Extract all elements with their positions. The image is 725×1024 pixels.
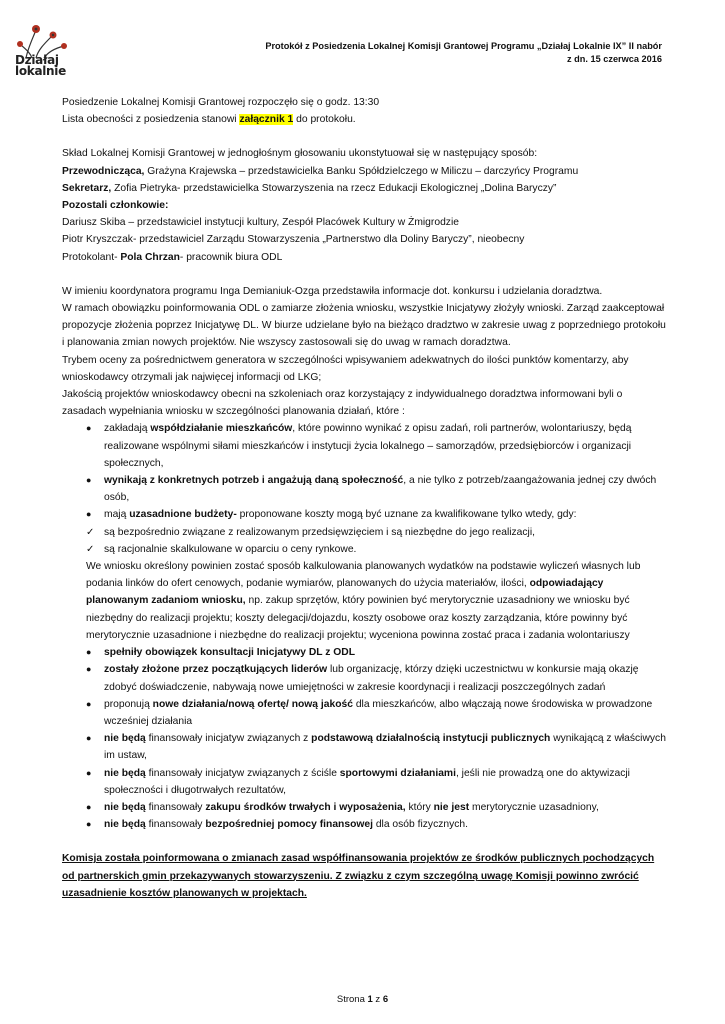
page-header <box>265 40 662 66</box>
bullet-icon: ● <box>86 475 92 486</box>
logo-text: Działaj lokalnie <box>15 53 66 78</box>
list-item: ● nie będą finansowały zakupu środków trwałych i wyposażenia, który nie jest merytorycznie uzasadniony, <box>62 799 667 816</box>
committee-member: Dariusz Skiba – przedstawiciel instytucji kultury, Zespół Placówek Kultury w Żmigrodzie <box>62 217 459 229</box>
bullet-icon: ● <box>86 819 92 830</box>
bullet-icon: ● <box>86 698 92 709</box>
intro-line-1: Posiedzenie Lokalnej Komisji Grantowej rozpoczęło się o godz. 13:30 <box>62 97 380 108</box>
list-item: ✓ są racjonalnie skalkulowane w oparciu o ceny rynkowe. <box>62 541 667 558</box>
closing-statement: Komisja została poinformowana o zmianach zasad współfinansowania projektów ze środków publicznych pochodzących od partnerskich gmin przekazywanych stowarzyszeniu. Z związku z czym szczególną uwagę Komisji powinno zwrócić uzasadnienie kosztów planowanych w projektach. <box>62 853 655 899</box>
body-paragraph: Jakością projektów wnioskodawcy obecni na szkoleniach oraz korzystający z indywidualnego doradztwa informowani byli o zasadach wypełniania wniosku w szczególności planowania działań, które : <box>62 389 623 418</box>
bullet-icon: ● <box>86 423 92 434</box>
list-item: ● zakładają współdziałanie mieszkańców, które powinno wynikać z opisu zadań, roli partnerów, wolontariuszy, będą realizowane wspólnymi siłami mieszkańców i instytucji życia lokalnego – samorządów, przedsiębiorców i organizacji społecznych, <box>62 420 667 472</box>
page-number: 1 <box>367 994 373 1005</box>
body-paragraph: Trybem oceny za pośrednictwem generatora w szczególności wpisywaniem adekwatnych do ilości punktów komentarzy, aby wnioskodawcy otrzymali jak najwięcej informacji od LKG; <box>62 354 629 383</box>
list-item: ● proponują nowe działania/nową ofertę/ nową jakość dla mieszkańców, albo włączają nowe środowiska w prowadzone wcześniej działania <box>62 696 667 730</box>
list-item: ● nie będą finansowały bezpośredniej pomocy finansowej dla osób fizycznych. <box>62 816 667 833</box>
bullet-icon: ● <box>86 733 92 744</box>
page-total: 6 <box>382 994 389 1005</box>
list-item: ● nie będą finansowały inicjatyw związanych z ściśle sportowymi działaniami, jeśli nie prowadzą one do aktywizacji społeczności i długotrwałych rezultatów, <box>62 765 667 799</box>
list-item: ● zostały złożone przez początkujących liderów lub organizację, którzy dzięki uczestnictwu w konkursie mają okazję zdobyć doświadczenie, nabywają nowe umiejętności w zakresie koordynacji i realizacji poszczególnych zadań <box>62 661 667 695</box>
body-paragraph: W imieniu koordynatora programu Inga Demianiuk-Ozga przedstawiła informacje dot. konkursu i udzielania doradztwa. <box>62 285 603 297</box>
header-title: Protokół z Posiedzenia Lokalnej Komisji Grantowej Programu „Działaj Lokalnie IX” II nabór <box>265 41 662 51</box>
document-body <box>62 94 667 902</box>
list-item: ● nie będą finansowały inicjatyw związanych z podstawową działalnością instytucji publicznych wynikającą z właściwych im ustaw, <box>62 730 667 764</box>
bullet-list-2 <box>62 644 667 833</box>
list-item: ● mają uzasadnione budżety- proponowane koszty mogą być uznane za kwalifikowane tylko wtedy, gdy: <box>62 506 667 523</box>
list-item: ● wynikają z konkretnych potrzeb i angażują daną społeczność, a nie tylko z potrzeb/zaangażowania jednej czy dwóch osób, <box>62 472 667 506</box>
checkmark-icon: ✓ <box>86 543 95 555</box>
committee-chair: Przewodnicząca, Grażyna Krajewska – przedstawicielka Banku Spółdzielczego w Miliczu – darczyńcy Programu <box>62 165 579 177</box>
members-heading: Pozostali członkowie: <box>62 200 169 212</box>
committee-secretary: Sekretarz, Zofia Pietryka- przedstawicielka Stowarzyszenia na rzecz Edukacji Ekologicznej „Dolina Baryczy” <box>62 182 557 194</box>
list-item: ● spełniły obowiązek konsultacji Inicjatywy DL z ODL <box>62 644 667 661</box>
committee-member: Piotr Kryszczak- przedstawiciel Zarządu Stowarzyszenia „Partnerstwo dla Doliny Baryczy”, nieobecny <box>62 234 525 246</box>
minutes-taker: Protokolant- Pola Chrzan- pracownik biura ODL <box>62 251 283 263</box>
budget-paragraph: We wniosku określony powinien zostać sposób kalkulowania planowanych wydatków na podstawie wyliczeń własnych lub podania linków do ofert cenowych, podanie wymiarów, planowanych do użycia materiałów, ilości, odpowiadający planowanym zadaniom wniosku, np. zakup sprzętów, który powinien być merytorycznie uzasadniony we wniosku być niezbędny do realizacji projektu; koszty delegacji/dojazdu, koszty osobowe oraz koszty zarządzania, które powinny być merytorycznie uzasadnione i niezbędne do realizacji projektu; wyceniona powinna zostać praca i zadania wolontariuszy <box>86 561 641 641</box>
check-list <box>62 524 667 558</box>
list-item: ✓ są bezpośrednio związane z realizowanym przedsięwzięciem i są niezbędne do jego realizacji, <box>62 524 667 541</box>
bullet-icon: ● <box>86 801 92 812</box>
page-footer: Strona 1 z 6 <box>336 994 389 1005</box>
header-date: z dn. 15 czerwca 2016 <box>567 54 662 64</box>
bullet-icon: ● <box>86 767 92 778</box>
body-paragraph: W ramach obowiązku poinformowania ODL o zamiarze złożenia wniosku, wszystkie Inicjatywy złożyły wnioski. Zarząd zaakceptował propozycje złożenia poprzez Inicjatywę DL. W biurze udzielane było na bieżąco dradztwo w zakresie uwag z poprzedniego protokołu i planowania zmian nowych projektów. Nie wszyscy zastosowali się do uwag w ramach doradztwa. <box>62 303 666 349</box>
bullet-list-1 <box>62 420 667 523</box>
committee-intro: Skład Lokalnej Komisji Grantowej w jednogłośnym głosowaniu ukonstytuował się w następujący sposób: <box>62 148 538 160</box>
bullet-icon: ● <box>86 509 92 520</box>
bullet-icon: ● <box>86 647 92 658</box>
bullet-icon: ● <box>86 664 92 675</box>
attachment-highlight: załącznik 1 <box>239 114 294 126</box>
checkmark-icon: ✓ <box>86 526 95 538</box>
intro-line-2: Lista obecności z posiedzenia stanowi załącznik 1 do protokołu. <box>62 114 356 126</box>
